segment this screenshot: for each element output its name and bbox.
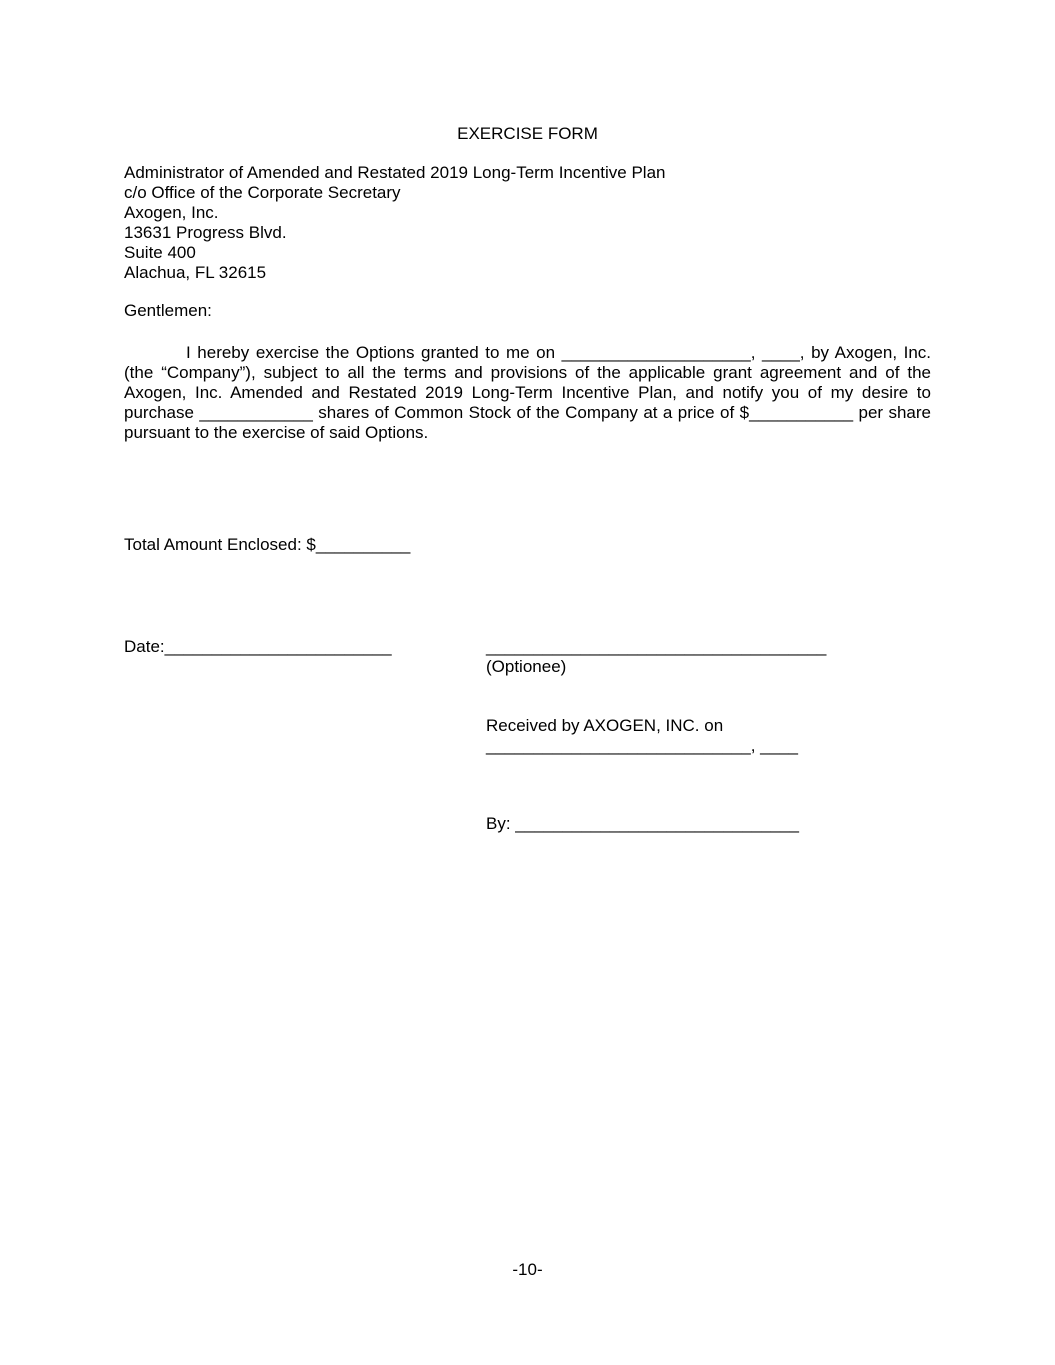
by-signature-blank: By: ______________________________ [486, 814, 799, 833]
recipient-line-city-state-zip: Alachua, FL 32615 [124, 263, 267, 282]
salutation: Gentlemen: [124, 301, 212, 320]
recipient-line-street: 13631 Progress Blvd. [124, 223, 287, 242]
recipient-line-corporate-secretary: c/o Office of the Corporate Secretary [124, 183, 401, 202]
optionee-caption: (Optionee) [486, 657, 567, 676]
optionee-signature-blank: ____________________________________ [486, 637, 827, 656]
total-amount-enclosed-line: Total Amount Enclosed: $__________ [124, 535, 411, 554]
recipient-address-block [124, 163, 666, 283]
recipient-line-suite: Suite 400 [124, 243, 196, 262]
received-date-blank: ____________________________, ____ [486, 736, 798, 755]
recipient-line-company: Axogen, Inc. [124, 203, 219, 222]
exercise-statement-paragraph: I hereby exercise the Options granted to me on ____________________, ____, by Axogen, Inc. (the “Company”), subject to all the terms and provisions of the applicable grant agreement and of the Axogen, Inc. Amended and Restated 2019 Long-Term Incentive Plan, and notify you of my desire to purchase ____________ shares of Common Stock of the Company at a price of $___________ per share pursuant to the exercise of said Options. [124, 343, 931, 442]
document-title: EXERCISE FORM [457, 124, 598, 143]
date-blank-line: Date:________________________ [124, 637, 392, 656]
page-number: -10- [512, 1260, 543, 1279]
recipient-line-administrator: Administrator of Amended and Restated 2019 Long-Term Incentive Plan [124, 163, 666, 182]
received-by-label: Received by AXOGEN, INC. on [486, 716, 724, 735]
